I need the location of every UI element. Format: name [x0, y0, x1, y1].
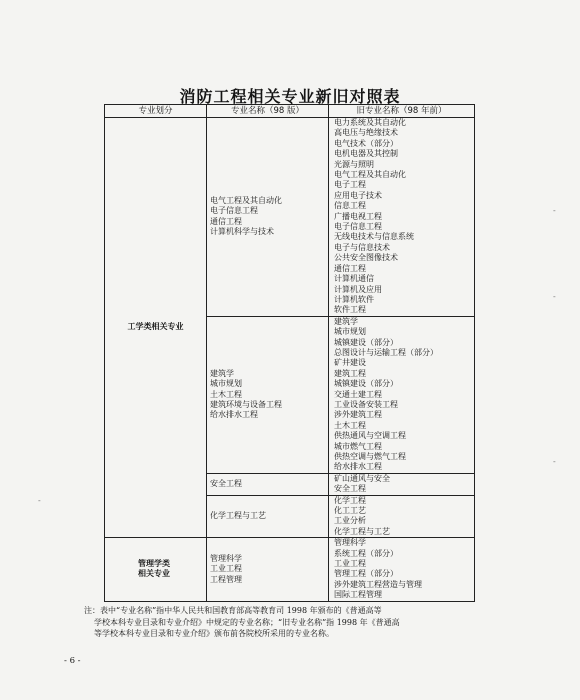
list-item: 安全工程 [334, 484, 366, 494]
list-item: 矿井建设 [334, 358, 366, 368]
list-item: 安全工程 [210, 479, 242, 489]
list-item: 电子信息工程 [210, 206, 258, 216]
list-item: 信息工程 [334, 201, 366, 211]
list-item: 建筑学 [334, 316, 358, 326]
list-item: 电力系统及其自动化 [334, 118, 406, 127]
scan-mark: - [38, 496, 41, 505]
list-item: 电气工程及其自动化 [334, 170, 406, 180]
scan-mark: - [553, 457, 556, 466]
list-item: 国际工程管理 [334, 590, 382, 600]
list-item: 城镇建设（部分） [334, 379, 398, 389]
old-names-cell [329, 118, 475, 317]
list-item: 给水排水工程 [210, 410, 258, 420]
list-item: 电子与信息技术 [334, 242, 390, 252]
list-item: 给水排水工程 [334, 462, 382, 472]
list-item: 工业设备安装工程 [334, 399, 398, 409]
header-category: 专业划分 [105, 105, 207, 118]
list-item: 化学工程 [334, 495, 366, 505]
list-item: 建筑学 [210, 368, 234, 378]
list-item: 管理科学 [210, 553, 242, 563]
footnote-line: 等学校本科专业目录和专业介绍》颁布前各院校所采用的专业名称。 [94, 629, 334, 638]
list-item: 总图设计与运输工程（部分） [334, 347, 438, 357]
list-item: 交通土建工程 [334, 389, 382, 399]
list-item: 通信工程 [334, 263, 366, 273]
list-item: 系统工程（部分） [334, 548, 398, 558]
new-names-cell [207, 495, 329, 538]
category-line: 管理学类 [138, 559, 170, 569]
list-item: 计算机及应用 [334, 284, 382, 294]
scan-mark: - [553, 292, 556, 301]
list-item: 电气技术（部分） [334, 138, 398, 148]
list-item: 涉外建筑工程 [334, 410, 382, 420]
scan-mark: - [553, 206, 556, 215]
old-names-cell [329, 495, 475, 538]
list-item: 电子工程 [334, 180, 366, 190]
table-row [105, 538, 475, 601]
old-names-cell [329, 473, 475, 495]
list-item: 矿山通风与安全 [334, 473, 390, 483]
list-item: 供热空调与燃气工程 [334, 452, 406, 461]
list-item: 无线电技术与信息系统 [334, 232, 414, 242]
category-line: 相关专业 [138, 569, 170, 579]
list-item: 工业分析 [334, 516, 366, 526]
list-item: 化工工艺 [334, 506, 366, 516]
list-item: 城镇建设（部分） [334, 337, 398, 347]
list-item: 电子信息工程 [334, 222, 382, 232]
list-item: 软件工程 [334, 305, 366, 315]
header-row [105, 105, 475, 118]
list-item: 城市规划 [334, 327, 366, 337]
list-item: 供热通风与空调工程 [334, 431, 406, 441]
list-item: 公共安全图像技术 [334, 253, 398, 263]
list-item: 管理工程（部分） [334, 569, 398, 579]
category-management [105, 538, 207, 601]
table-title: 消防工程相关专业新旧对照表 [179, 87, 401, 106]
list-item: 计算机通信 [334, 274, 374, 284]
page-number: - 6 - [64, 656, 81, 666]
new-names-cell [207, 473, 329, 495]
list-item: 城市规划 [210, 379, 242, 389]
new-names-cell [207, 538, 329, 601]
list-item: 管理科学 [334, 538, 366, 548]
list-item: 工业工程 [334, 559, 366, 569]
list-item: 电气工程及其自动化 [210, 196, 282, 206]
list-item: 计算机科学与技术 [210, 227, 274, 237]
comparison-table [104, 104, 475, 602]
list-item: 电机电器及其控制 [334, 149, 398, 159]
list-item: 化学工程与工艺 [210, 511, 266, 521]
list-item: 建筑环境与设备工程 [210, 399, 282, 409]
list-item: 建筑工程 [334, 368, 366, 378]
list-item: 土木工程 [210, 389, 242, 399]
list-item: 广播电视工程 [334, 211, 382, 221]
list-item: 光源与照明 [334, 159, 374, 169]
list-item: 应用电子技术 [334, 190, 382, 200]
list-item: 化学工程与工艺 [334, 526, 390, 536]
footnote [84, 605, 484, 640]
header-old-name: 旧专业名称（98 年前） [329, 105, 475, 118]
list-item: 计算机软件 [334, 294, 374, 304]
list-item: 通信工程 [210, 216, 242, 226]
list-item: 工业工程 [210, 564, 242, 574]
footnote-line: 注：表中“专业名称”指中华人民共和国教育部高等教育司 1998 年颁布的《普通高等 [84, 606, 382, 615]
list-item: 涉外建筑工程营造与管理 [334, 579, 422, 589]
list-item: 城市燃气工程 [334, 441, 382, 451]
old-names-cell [329, 538, 475, 601]
list-item: 工程管理 [210, 574, 242, 584]
list-item: 高电压与绝缘技术 [334, 128, 398, 138]
new-names-cell [207, 316, 329, 473]
header-new-name: 专业名称（98 版） [207, 105, 329, 118]
old-names-cell [329, 316, 475, 473]
footnote-line: 学校本科专业目录和专业介绍》中规定的专业名称；“旧专业名称”指 1998 年《普通高 [94, 617, 400, 627]
new-names-cell [207, 118, 329, 317]
category-engineering: 工学类相关专业 [105, 118, 207, 538]
list-item: 土木工程 [334, 420, 366, 430]
table-row [105, 118, 475, 317]
